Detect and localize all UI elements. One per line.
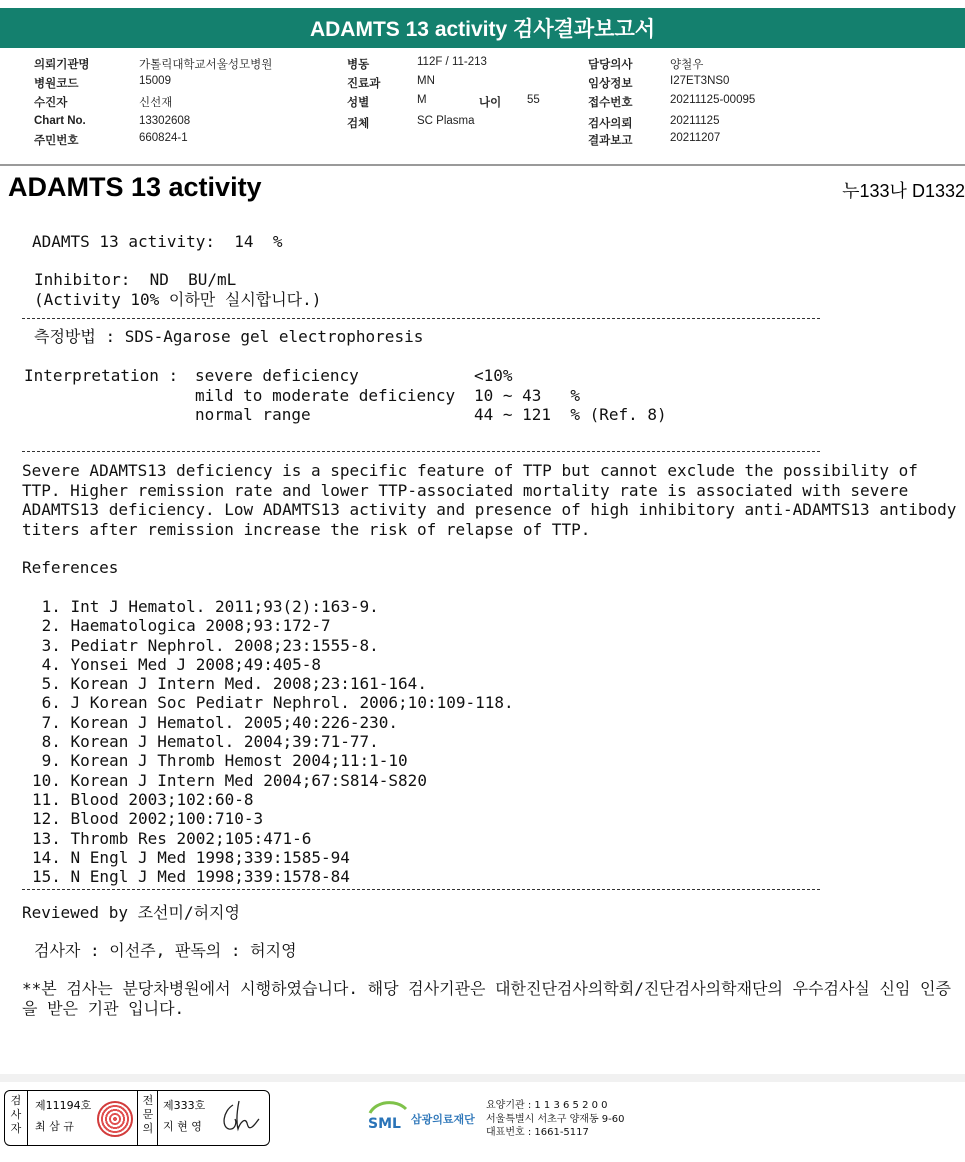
clinical-comment: Severe ADAMTS13 deficiency is a specific feature of TTP but cannot exclude the possibility of TTP. Higher remission rate and lower TTP-associated mortality rate is associated with severe ADAMTS13 deficiency. Low ADAMTS13 activity and presence of high inhibitory anti-ADAMTS13 antibody titers after remission increase the risk of relapse of TTP.: [22, 461, 957, 539]
activity-result: ADAMTS 13 activity: 14 %: [32, 232, 283, 251]
inhibitor-result: Inhibitor: ND BU/mL: [34, 270, 237, 289]
report-date-label: 결과보고: [588, 135, 633, 147]
interp-term: normal range: [195, 405, 311, 424]
interp-range: 44 ~ 121 % (Ref. 8): [474, 405, 667, 424]
dashed-divider: [22, 318, 820, 319]
specimen-label: 검체: [347, 118, 370, 130]
divider: [27, 1091, 28, 1145]
request-label: 검사의뢰: [588, 118, 633, 130]
reference-item: 10. Korean J Intern Med 2004;67:S814-S820: [32, 770, 427, 790]
method-line: 측정방법 : SDS-Agarose gel electrophoresis: [34, 327, 424, 346]
interp-range: <10%: [474, 366, 513, 385]
seal-stamp: [97, 1101, 133, 1137]
address: 서울특별시 서초구 양재동 9-60: [486, 1113, 625, 1125]
handwritten-signature: [219, 1097, 263, 1137]
reference-item: 14. N Engl J Med 1998;339:1585-94: [32, 847, 350, 867]
hospital-label: 의뢰기관명: [34, 59, 90, 71]
reference-item: 6. J Korean Soc Pediatr Nephrol. 2006;10:109-118.: [32, 693, 514, 713]
reference-item: 7. Korean J Hematol. 2005;40:226-230.: [32, 712, 399, 732]
reference-item: 11. Blood 2003;102:60-8: [32, 789, 254, 809]
header-divider: [0, 164, 965, 166]
sex-label: 성별: [347, 97, 370, 109]
divider: [137, 1091, 138, 1145]
interp-range: 10 ~ 43 %: [474, 386, 580, 405]
reviewed-by: Reviewed by 조선미/허지영: [22, 903, 240, 922]
examiner-name: 최 삼 규: [35, 1120, 74, 1133]
report-date-value: 20211207: [670, 132, 721, 144]
hospital-value: 가톨릭대학교서울성모병원: [139, 59, 273, 71]
receipt-value: 20211125-00095: [670, 94, 756, 106]
inhibitor-note: (Activity 10% 이하만 실시합니다.): [34, 290, 322, 309]
clinical-label: 임상정보: [588, 78, 633, 90]
reference-item: 8. Korean J Hematol. 2004;39:71-77.: [32, 732, 379, 752]
clinical-value: I27ET3NS0: [670, 75, 730, 87]
age-value: 55: [527, 94, 540, 106]
dept-label: 진료과: [347, 78, 381, 90]
reader-license-no: 제333호: [163, 1099, 206, 1112]
sml-contact-info: [486, 1099, 625, 1140]
doctor-value: 양철우: [670, 59, 704, 71]
chart-label: Chart No.: [34, 115, 86, 127]
report-header-title: ADAMTS 13 activity 검사결과보고서: [309, 18, 656, 41]
reference-item: 12. Blood 2002;100:710-3: [32, 809, 264, 829]
reader-name: 지 현 영: [163, 1120, 202, 1133]
specimen-value: SC Plasma: [417, 115, 475, 127]
ward-value: 112F / 11-213: [417, 56, 487, 68]
report-title-bar: [0, 8, 965, 48]
examinee-label: 수진자: [34, 97, 68, 109]
signature-box: [4, 1090, 270, 1146]
page-title: ADAMTS 13 activity: [8, 172, 262, 202]
divider: [157, 1091, 158, 1145]
dashed-divider: [22, 451, 820, 452]
reference-item: 1. Int J Hematol. 2011;93(2):163-9.: [32, 597, 379, 616]
care-institution-no: 요양기관 : 1 1 3 6 5 2 0 0: [486, 1100, 608, 1111]
request-value: 20211125: [670, 115, 720, 127]
reader-vlabel: 전문의: [142, 1094, 154, 1135]
sex-value: M: [417, 94, 427, 106]
hospcode-value: 15009: [139, 75, 171, 87]
references-heading: References: [22, 558, 119, 577]
doctor-label: 담당의사: [588, 59, 633, 71]
dashed-divider: [22, 889, 820, 890]
patient-info: [0, 52, 965, 162]
sml-logo: [366, 1097, 410, 1137]
interp-term: mild to moderate deficiency: [195, 386, 456, 405]
ward-label: 병동: [347, 59, 370, 71]
test-code: 누133나 D1332: [842, 181, 965, 201]
hospcode-label: 병원코드: [34, 78, 79, 90]
references-list: [32, 597, 514, 886]
reference-item: 2. Haematologica 2008;93:172-7: [32, 616, 331, 636]
receipt-label: 접수번호: [588, 97, 633, 109]
examiner-line: 검사자 : 이선주, 판독의 : 허지영: [34, 941, 297, 960]
reference-item: 5. Korean J Intern Med. 2008;23:161-164.: [32, 674, 427, 694]
examinee-value: 신선재: [139, 97, 173, 109]
sml-foundation-name: 삼광의료재단: [411, 1113, 475, 1126]
age-label: 나이: [479, 97, 502, 109]
chart-value: 13302608: [139, 115, 191, 127]
accreditation-notice: **본 검사는 분당차병원에서 시행하였습니다. 해당 검사기관은 대한진단검사의학회/진단검사의학재단의 우수검사실 신임 인증을 받은 기관 입니다.: [22, 979, 951, 1018]
reference-item: 4. Yonsei Med J 2008;49:405-8: [32, 654, 321, 674]
examiner-license-no: 제11194호: [35, 1099, 92, 1112]
examiner-vlabel: 검사자: [10, 1094, 22, 1135]
reference-item: 3. Pediatr Nephrol. 2008;23:1555-8.: [32, 635, 379, 655]
dept-value: MN: [417, 75, 435, 87]
reference-item: 13. Thromb Res 2002;105:471-6: [32, 828, 312, 848]
rrn-value: 660824-1: [139, 132, 188, 144]
interp-term: severe deficiency: [195, 366, 359, 385]
interpretation-label: Interpretation :: [24, 366, 179, 385]
rrn-label: 주민번호: [34, 135, 79, 147]
reference-item: 9. Korean J Thromb Hemost 2004;11:1-10: [32, 751, 408, 771]
phone-number: 대표번호 : 1661-5117: [486, 1127, 589, 1138]
sml-mark: SML: [368, 1116, 401, 1132]
reference-item: 15. N Engl J Med 1998;339:1578-84: [32, 867, 350, 887]
